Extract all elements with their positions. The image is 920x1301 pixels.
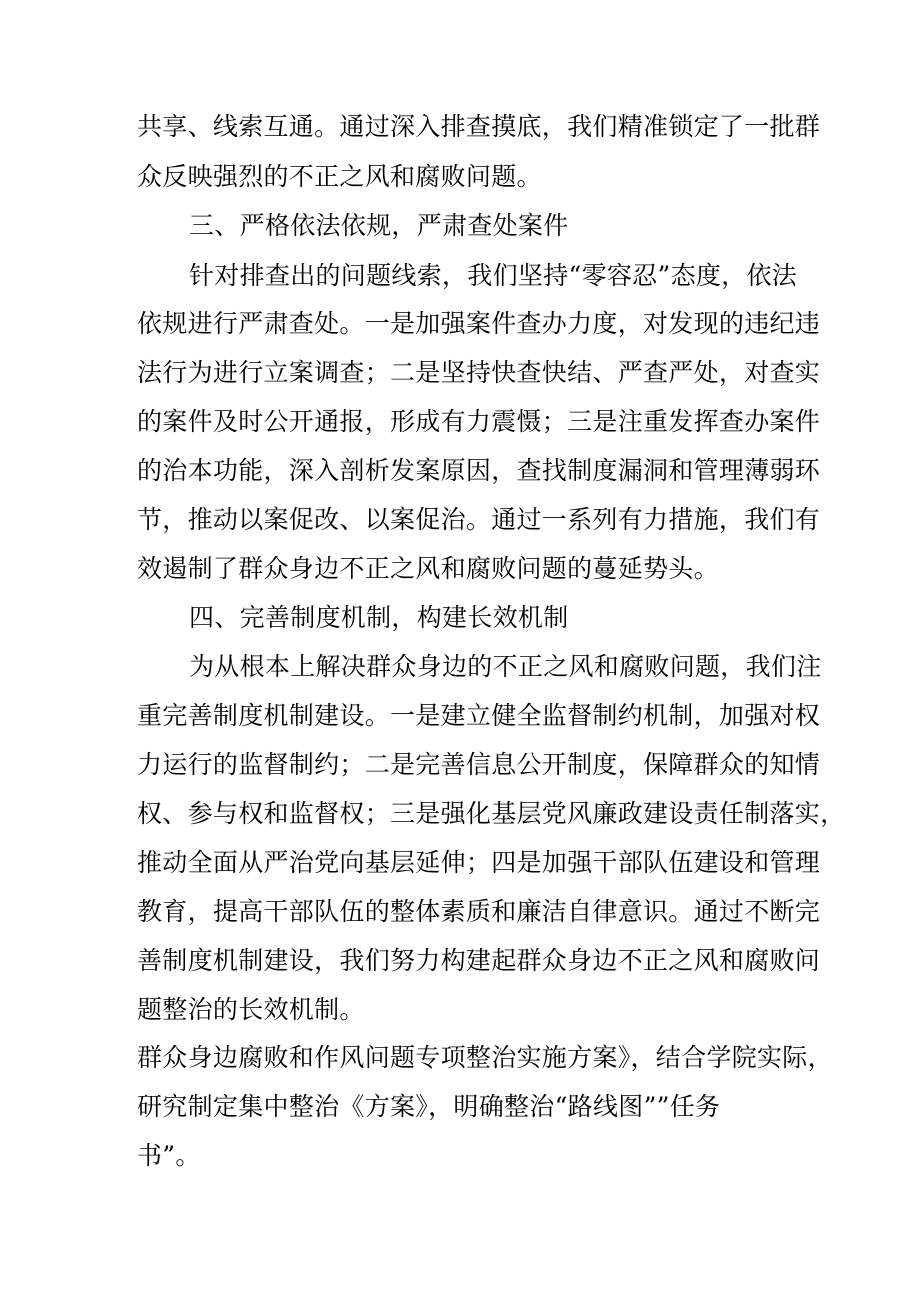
paragraph-line: 效遏制了群众身边不正之风和腐败问题的蔓延势头。 bbox=[137, 554, 719, 583]
section-heading: 三、严格依法依规，严肃查处案件 bbox=[189, 211, 569, 240]
paragraph-line: 权、参与权和监督权；三是强化基层党风廉政建设责任制落实， bbox=[137, 799, 846, 828]
paragraph-line: 为从根本上解决群众身边的不正之风和腐败问题，我们注 bbox=[189, 652, 822, 681]
paragraph-line: 针对排查出的问题线索，我们坚持“零容忍”态度，依法 bbox=[189, 261, 798, 290]
paragraph-line: 书”。 bbox=[137, 1141, 201, 1170]
paragraph-line: 研究制定集中整治《方案》，明确整治“路线图””任务 bbox=[137, 1092, 721, 1121]
paragraph-line: 的治本功能，深入剖析发案原因，查找制度漏洞和管理薄弱环 bbox=[137, 456, 821, 485]
paragraph-line: 力运行的监督制约；二是完善信息公开制度，保障群众的知情 bbox=[137, 750, 821, 779]
paragraph-line: 题整治的长效机制。 bbox=[137, 995, 365, 1024]
paragraph-line: 推动全面从严治党向基层延伸；四是加强干部队伍建设和管理 bbox=[137, 848, 821, 877]
paragraph-line: 法行为进行立案调查；二是坚持快查快结、严查严处，对查实 bbox=[137, 358, 821, 387]
paragraph-line: 节，推动以案促改、以案促治。通过一系列有力措施，我们有 bbox=[137, 505, 821, 534]
section-heading: 四、完善制度机制，构建长效机制 bbox=[189, 603, 569, 632]
paragraph-line: 众反映强烈的不正之风和腐败问题。 bbox=[137, 162, 542, 191]
paragraph-line: 教育，提高干部队伍的整体素质和廉洁自律意识。通过不断完 bbox=[137, 897, 821, 926]
paragraph-line: 依规进行严肃查处。一是加强案件查办力度，对发现的违纪违 bbox=[137, 309, 821, 338]
paragraph-line: 重完善制度机制建设。一是建立健全监督制约机制，加强对权 bbox=[137, 701, 821, 730]
paragraph-line: 善制度机制建设，我们努力构建起群众身边不正之风和腐败问 bbox=[137, 946, 821, 975]
paragraph-line: 群众身边腐败和作风问题专项整治实施方案》，结合学院实际， bbox=[137, 1043, 833, 1072]
paragraph-line: 共享、线索互通。通过深入排查摸底，我们精准锁定了一批群 bbox=[137, 112, 821, 141]
paragraph-line: 的案件及时公开通报，形成有力震慑；三是注重发挥查办案件 bbox=[137, 407, 821, 436]
